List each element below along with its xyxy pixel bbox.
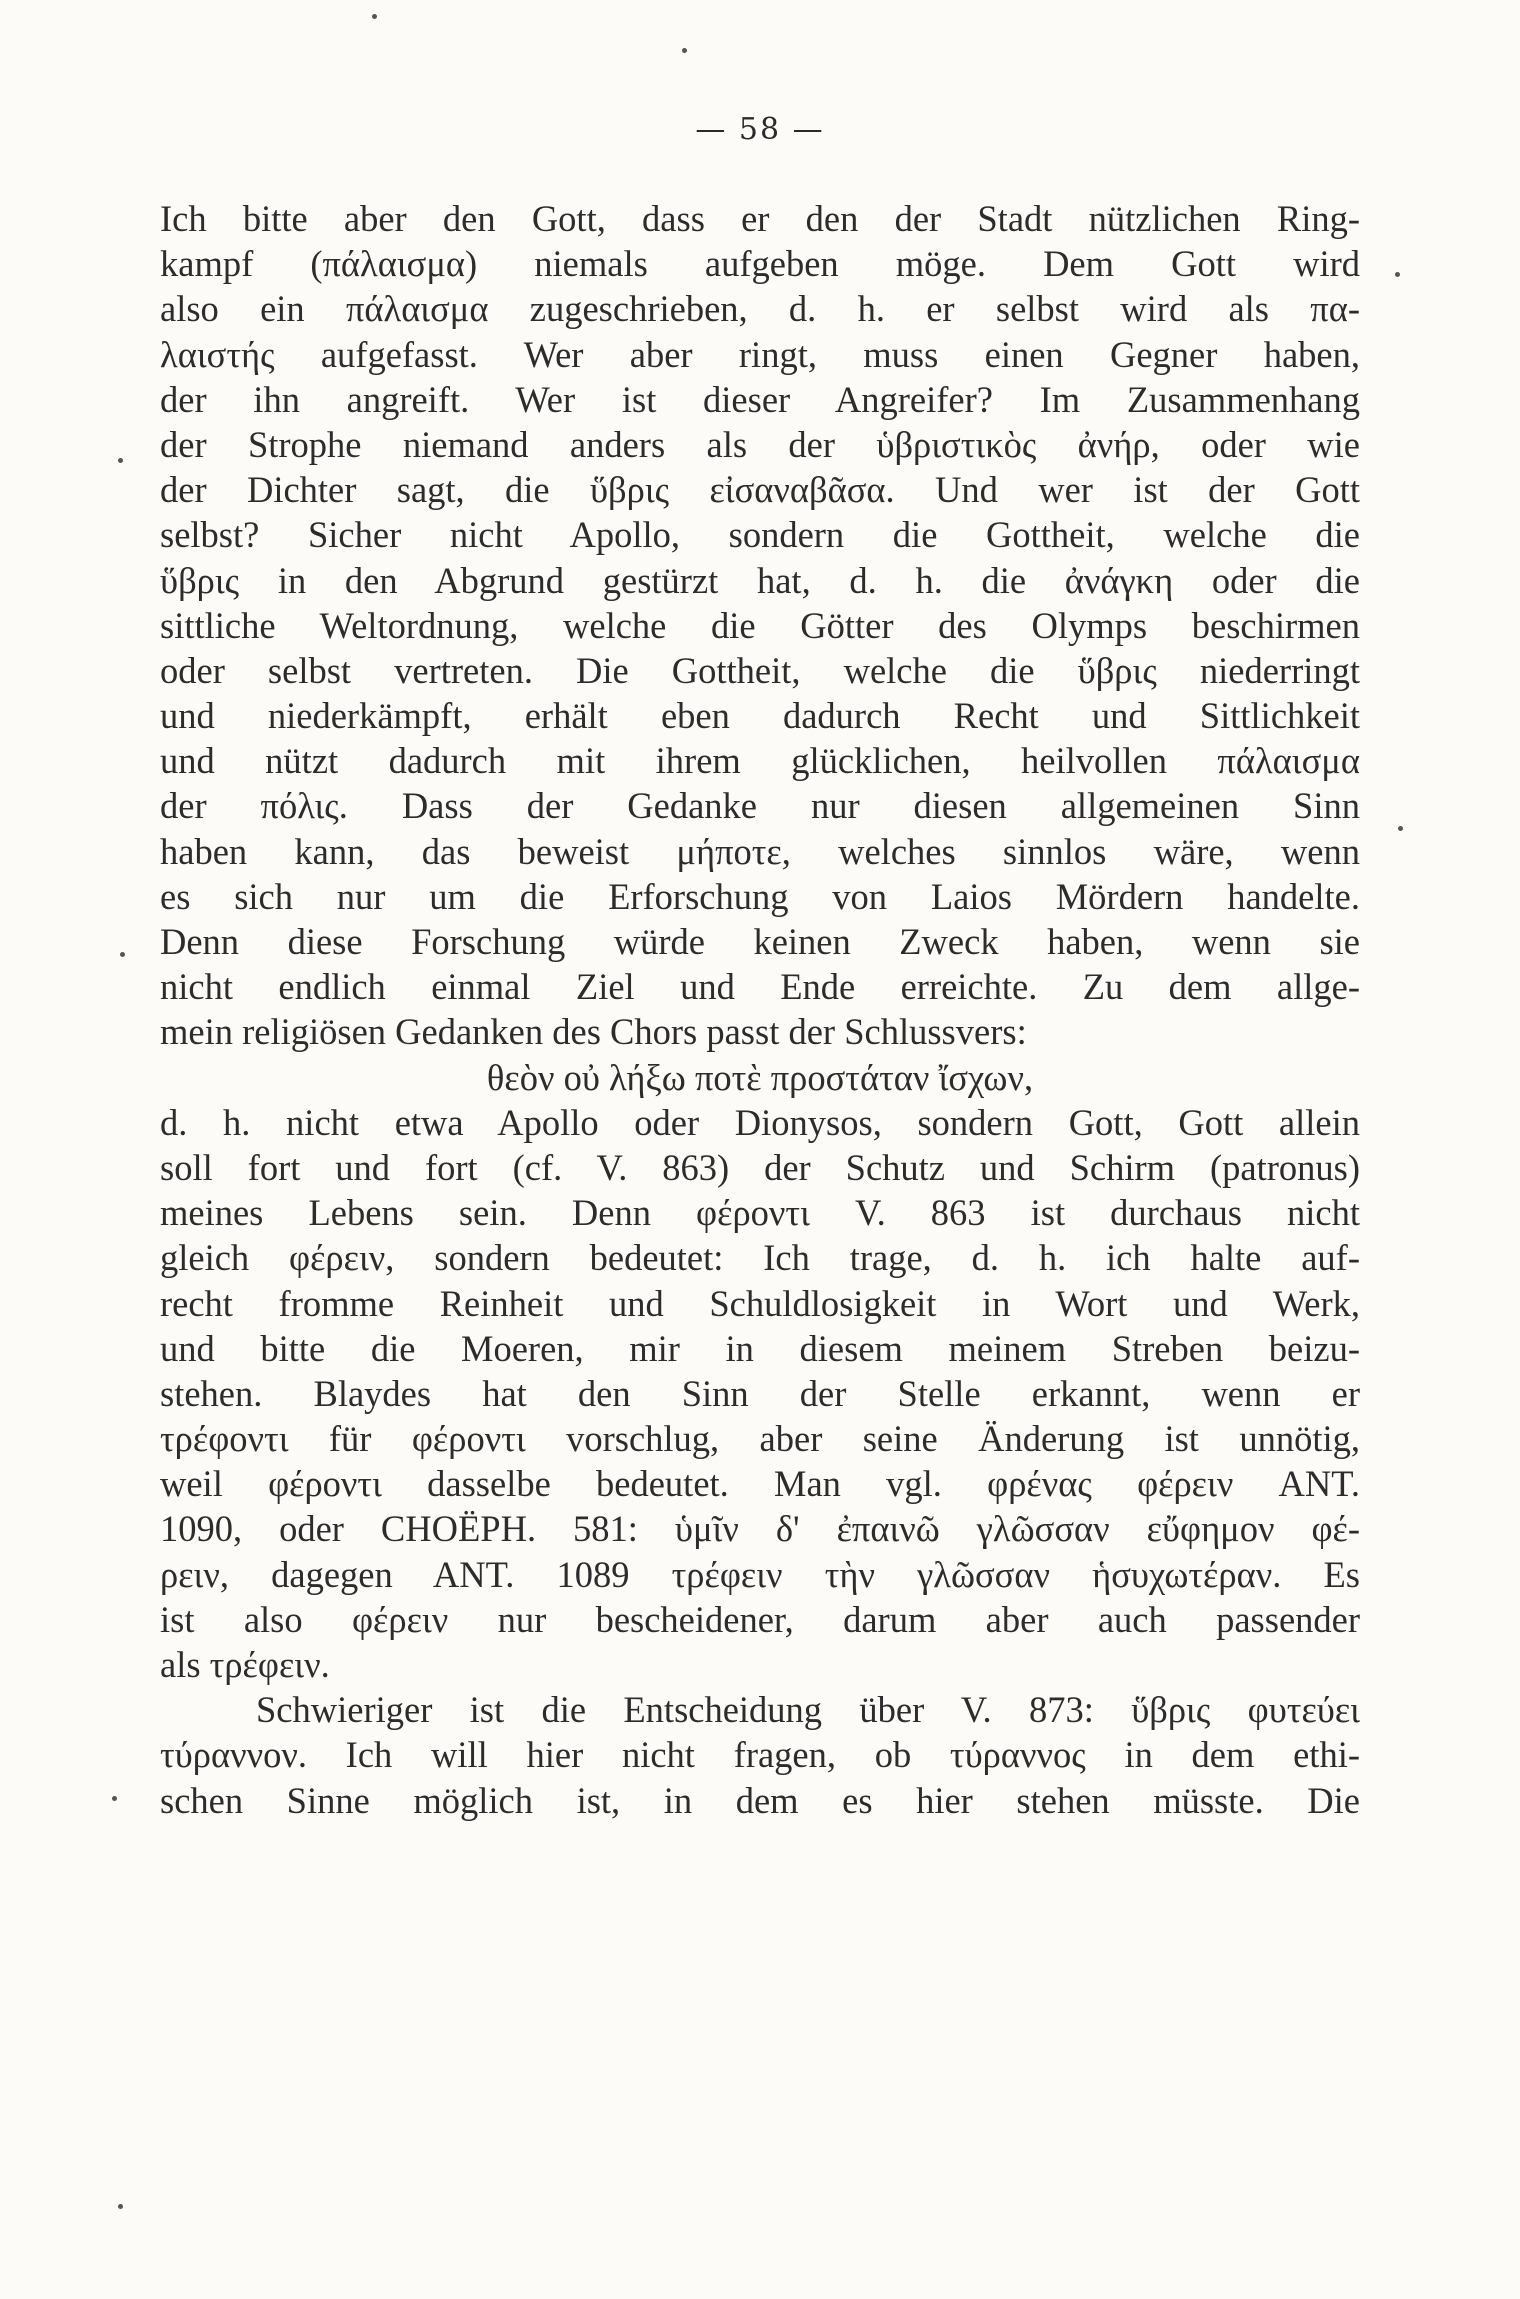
quoted-verse-line: θεὸν οὐ λήξω ποτὲ προστάταν ἴσχων, bbox=[486, 1056, 1034, 1098]
text-line: mein religiösen Gedanken des Chors passt der Schlussvers: bbox=[160, 1011, 1027, 1053]
text-line: ὕβρις in den Abgrund gestürzt hat, d. h. die ἀνάγκη oder die bbox=[160, 559, 1360, 601]
text-line: haben kann, das beweist μήποτε, welches sinnlos wäre, wenn bbox=[160, 830, 1360, 872]
scan-speck bbox=[372, 14, 377, 19]
text-line: schen Sinne möglich ist, in dem es hier stehen müsste. Die bbox=[160, 1779, 1360, 1821]
text-line: gleich φέρειν, sondern bedeutet: Ich trage, d. h. ich halte auf- bbox=[160, 1237, 1360, 1279]
text-line: als τρέφειν. bbox=[160, 1644, 330, 1685]
text-line: kampf (πάλαισμα) niemals aufgeben möge. Dem Gott wird bbox=[160, 243, 1360, 285]
scan-speck bbox=[682, 48, 687, 53]
text-line: selbst? Sicher nicht Apollo, sondern die Gottheit, welche die bbox=[160, 514, 1360, 556]
text-line: also ein πάλαισμα zugeschrieben, d. h. er selbst wird als πα- bbox=[160, 288, 1360, 330]
page-number: — 58 — bbox=[695, 112, 825, 147]
text-line: und bitte die Moeren, mir in diesem meinem Streben beizu- bbox=[160, 1327, 1360, 1369]
text-line: der Strophe niemand anders als der ὑβριστικὸς ἀνήρ, oder wie bbox=[160, 423, 1360, 465]
text-line: oder selbst vertreten. Die Gottheit, welche die ὕβρις niederringt bbox=[160, 649, 1360, 691]
scan-speck bbox=[120, 952, 125, 957]
text-line: der πόλις. Dass der Gedanke nur diesen allgemeinen Sinn bbox=[160, 785, 1360, 827]
text-line: sittliche Weltordnung, welche die Götter des Olymps beschirmen bbox=[160, 604, 1360, 646]
text-line: weil φέροντι dasselbe bedeutet. Man vgl. φρένας φέρειν ANT. bbox=[160, 1463, 1360, 1505]
scan-speck bbox=[1395, 272, 1400, 277]
body-text bbox=[160, 196, 1360, 1823]
text-line: Schwieriger ist die Entscheidung über V. 873: ὕβρις φυτεύει bbox=[256, 1689, 1360, 1731]
text-line: τρέφοντι für φέροντι vorschlug, aber seine Änderung ist unnötig, bbox=[160, 1418, 1360, 1460]
scan-speck bbox=[112, 1796, 117, 1801]
text-line: 1090, oder CHOËPH. 581: ὑμῖν δ' ἐπαινῶ γλῶσσαν εὔφημον φέ- bbox=[160, 1508, 1360, 1550]
text-line: es sich nur um die Erforschung von Laios Mördern handelte. bbox=[160, 875, 1360, 917]
text-line: nicht endlich einmal Ziel und Ende erreichte. Zu dem allge- bbox=[160, 966, 1360, 1008]
text-line: recht fromme Reinheit und Schuldlosigkeit in Wort und Werk, bbox=[160, 1282, 1360, 1324]
text-line: meines Lebens sein. Denn φέροντι V. 863 ist durchaus nicht bbox=[160, 1192, 1360, 1234]
scan-speck bbox=[1398, 826, 1403, 831]
text-line: stehen. Blaydes hat den Sinn der Stelle erkannt, wenn er bbox=[160, 1372, 1360, 1414]
text-line: ist also φέρειν nur bescheidener, darum aber auch passender bbox=[160, 1598, 1360, 1640]
text-line: und niederkämpft, erhält eben dadurch Recht und Sittlichkeit bbox=[160, 695, 1360, 737]
text-line: Ich bitte aber den Gott, dass er den der Stadt nützlichen Ring- bbox=[160, 198, 1360, 239]
text-line: der Dichter sagt, die ὕβρις εἰσαναβᾶσα. Und wer ist der Gott bbox=[160, 469, 1360, 511]
text-line: der ihn angreift. Wer ist dieser Angreifer? Im Zusammenhang bbox=[160, 378, 1360, 420]
text-line: soll fort und fort (cf. V. 863) der Schutz und Schirm (patronus) bbox=[160, 1146, 1360, 1188]
scan-speck bbox=[118, 458, 123, 463]
scan-speck bbox=[118, 2204, 123, 2209]
text-line: ρειν, dagegen ANT. 1089 τρέφειν τὴν γλῶσσαν ἡσυχωτέραν. Es bbox=[160, 1553, 1360, 1595]
text-line: und nützt dadurch mit ihrem glücklichen, heilvollen πάλαισμα bbox=[160, 740, 1360, 782]
text-line: Denn diese Forschung würde keinen Zweck haben, wenn sie bbox=[160, 921, 1360, 962]
text-line: d. h. nicht etwa Apollo oder Dionysos, sondern Gott, Gott allein bbox=[160, 1101, 1360, 1143]
text-line: λαιστής aufgefasst. Wer aber ringt, muss einen Gegner haben, bbox=[160, 333, 1360, 375]
text-line: τύραννον. Ich will hier nicht fragen, ob τύραννος in dem ethi- bbox=[160, 1734, 1360, 1776]
